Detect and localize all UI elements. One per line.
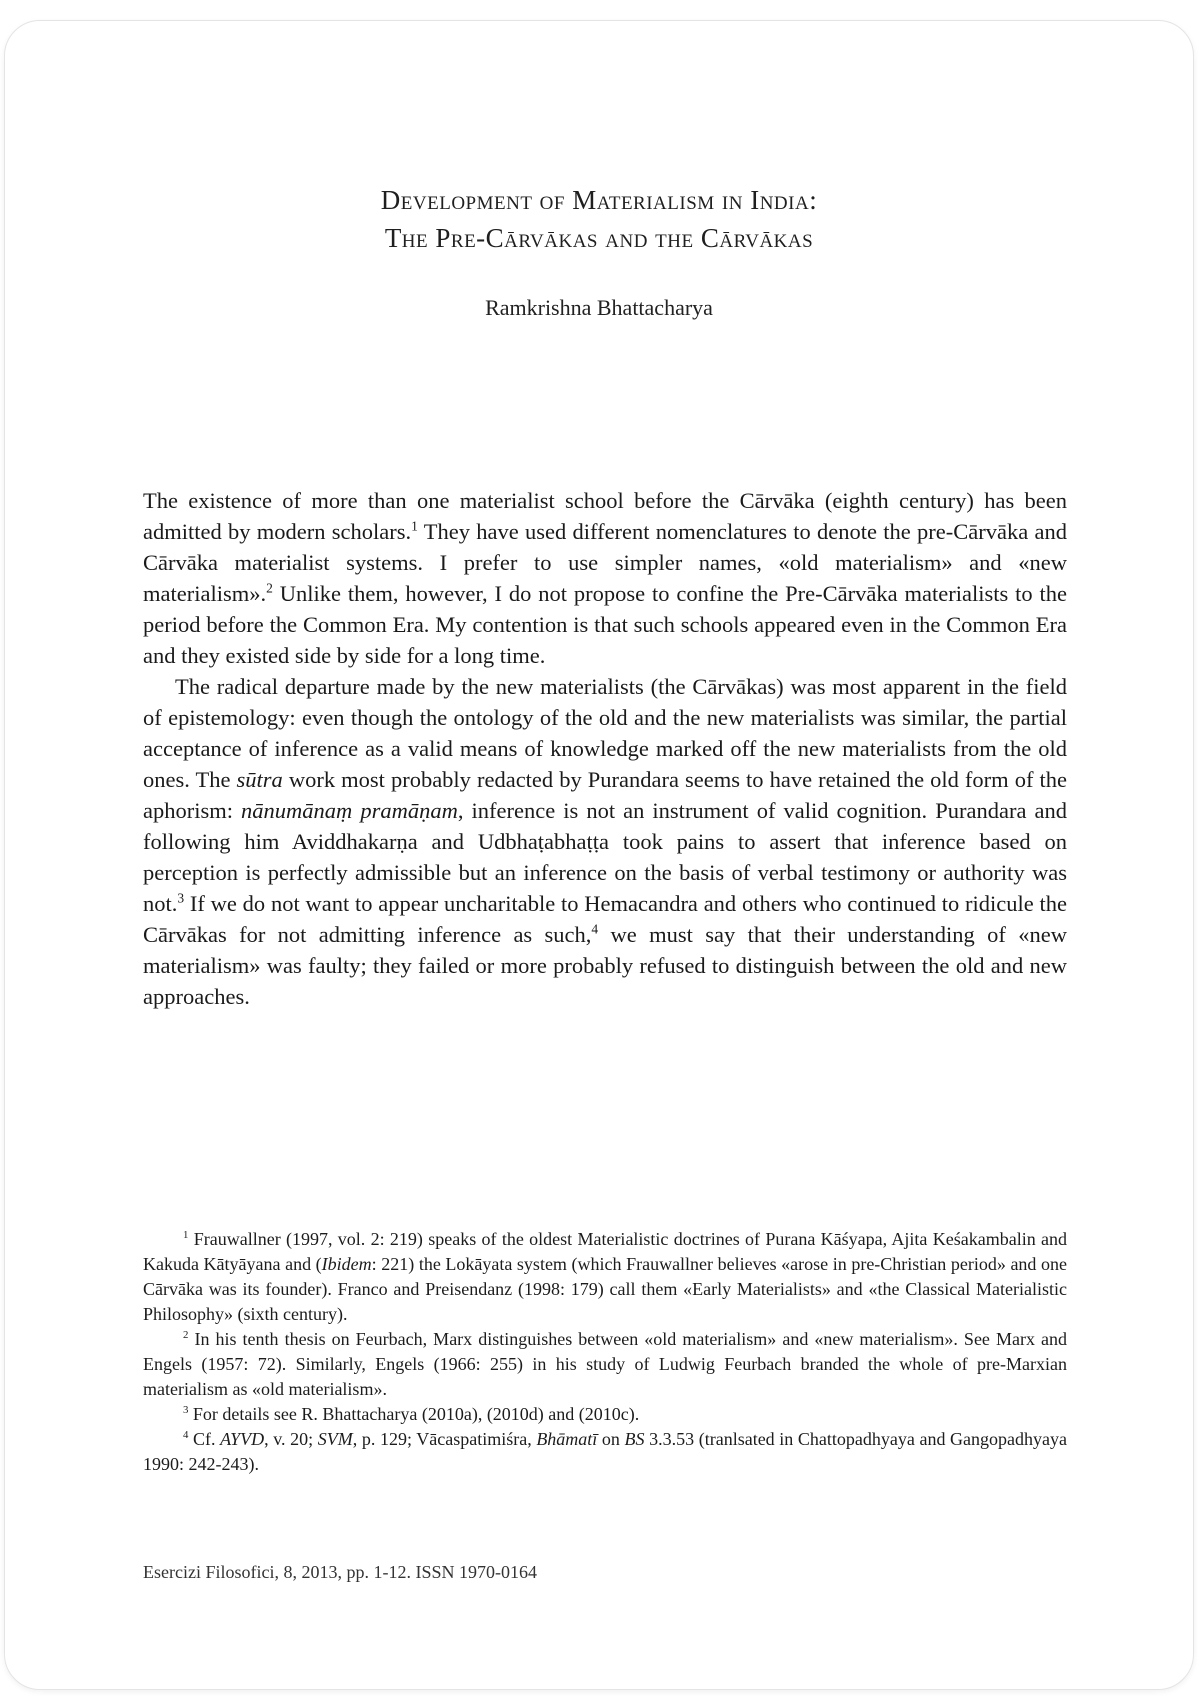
author-name: Ramkrishna Bhattacharya: [485, 295, 713, 320]
text-run: For details see R. Bhattacharya (2010a), (2010d) and (2010c).: [188, 1404, 640, 1424]
footnote-number: 3: [183, 1404, 189, 1416]
italic-term: nānumānaṃ pramāṇam: [241, 798, 458, 823]
text-run: work most probably redacted by Purandara seems to have retained the old form of the aphorism:: [143, 767, 1067, 823]
text-run: The radical departure made by the new materialists (the Cārvākas) was most apparent in the field of epistemology: even though the ontology of the old and the new materialists was similar, the partial acceptance of inference as a valid means of knowledge marked off the new materialists from the old ones. The: [143, 674, 1067, 792]
document-page: [4, 20, 1194, 1690]
body-paragraph-1: [143, 485, 1067, 671]
text-run: we must say that their understanding of «new materialism» was faulty; they failed or more probably refused to distinguish between the old and new approaches.: [143, 922, 1067, 1009]
article-title: [5, 181, 1193, 257]
footnote-4: [143, 1427, 1067, 1477]
journal-citation: Esercizi Filosofici, 8, 2013, pp. 1-12. ISSN 1970-0164: [143, 1562, 537, 1582]
text-run: : 221) the Lokāyata system (which Frauwallner believes «arose in pre-Christian period» and one Cārvāka was its founder). Franco and Preisendanz (1998: 179) call them «Early Materialists» and «the Classical Materialistic Philosophy» (sixth century).: [143, 1254, 1068, 1324]
italic-term: AYVD: [220, 1429, 265, 1449]
footnote-ref-1: 1: [411, 518, 418, 534]
italic-term: BS: [624, 1429, 645, 1449]
italic-term: Ibidem: [321, 1254, 372, 1274]
text-run: The existence of more than one materialist school before the Cārvāka (eighth century) has been admitted by modern scholars.: [143, 488, 1067, 544]
text-run: , inference is not an instrument of valid cognition. Purandara and following him Aviddhakarṇa and Udbhaṭabhaṭṭa took pains to assert that inference based on perception is perfectly admissible but an inference on the basis of verbal testimony or authority was not.: [143, 798, 1067, 916]
body-paragraph-2: [143, 671, 1067, 1012]
footnotes: [143, 1227, 1067, 1477]
text-run: on: [597, 1429, 625, 1449]
text-run: In his tenth thesis on Feurbach, Marx distinguishes between «old materialism» and «new materialism». See Marx and Engels (1957: 72). Similarly, Engels (1966: 255) in his study of Ludwig Feurbach branded the whole of pre-Marxian materialism as «old materialism».: [143, 1329, 1067, 1399]
footnote-ref-4: 4: [591, 921, 599, 937]
text-run: Unlike them, however, I do not propose to confine the Pre-Cārvāka materialists to the period before the Common Era. My contention is that such schools appeared even in the Common Era and they existed side by side for a long time.: [143, 581, 1067, 668]
italic-term: SVM: [317, 1429, 353, 1449]
footnote-number: 4: [183, 1429, 189, 1441]
text-run: , v. 20;: [264, 1429, 318, 1449]
footnote-3: [143, 1402, 1067, 1427]
italic-term: sūtra: [236, 767, 283, 792]
footnote-1: [143, 1227, 1067, 1327]
text-run: If we do not want to appear uncharitable to Hemacandra and others who continued to ridicule the Cārvākas for not admitting inference as such,: [143, 891, 1067, 947]
footnote-number: 1: [183, 1229, 189, 1241]
footnote-2: [143, 1327, 1067, 1402]
text-run: Frauwallner (1997, vol. 2: 219) speaks of the oldest Materialistic doctrines of Purana Kāśyapa, Ajita Keśakambalin and Kakuda Kātyāyana and (: [143, 1229, 1067, 1274]
footnote-ref-3: 3: [177, 890, 185, 906]
footnote-ref-2: 2: [266, 580, 273, 596]
text-run: They have used different nomenclatures to denote the pre-Cārvāka and Cārvāka materialist systems. I prefer to use simpler names, «old materialism» and «new materialism».: [143, 519, 1067, 606]
title-line-2: The Pre-Cārvākas and the Cārvākas: [384, 223, 814, 253]
text-run: 3.3.53 (tranlsated in Chattopadhyaya and Gangopadhyaya 1990: 242-243).: [143, 1429, 1067, 1474]
text-run: , p. 129; Vācaspatimiśra,: [352, 1429, 537, 1449]
article-body: [143, 485, 1067, 1012]
italic-term: Bhāmatī: [536, 1429, 598, 1449]
footnote-number: 2: [183, 1329, 189, 1341]
title-line-1: Development of Materialism in India:: [380, 185, 818, 215]
text-run: Cf.: [188, 1429, 221, 1449]
